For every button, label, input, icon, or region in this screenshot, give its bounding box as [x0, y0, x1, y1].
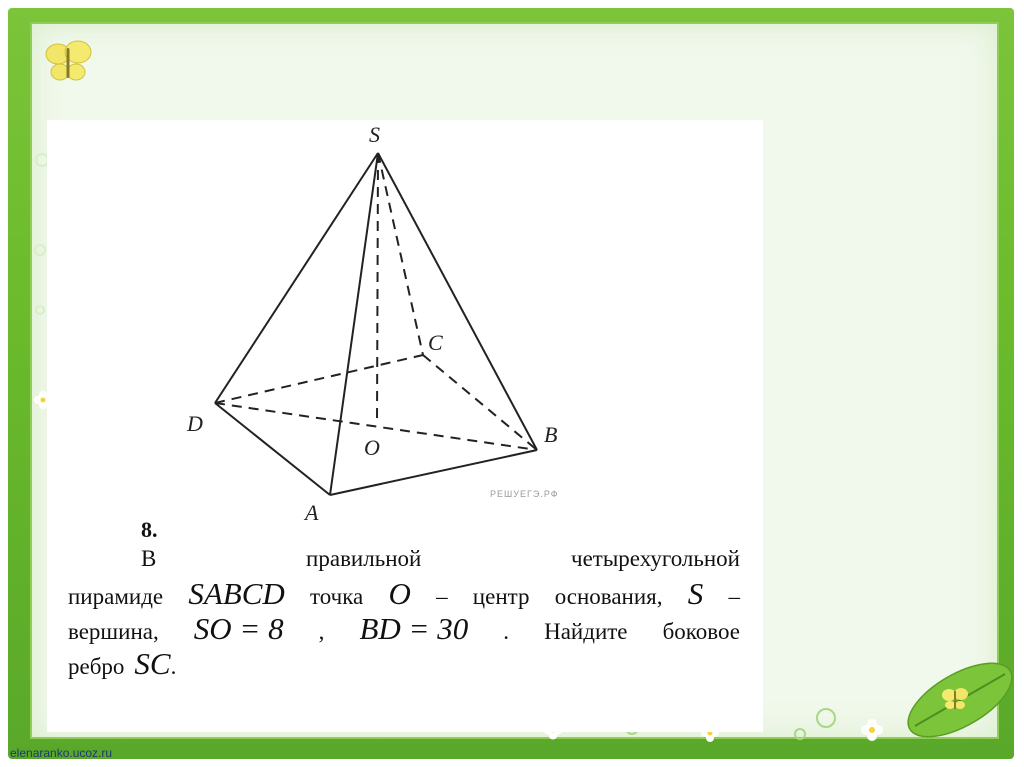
- word: боковое: [662, 619, 740, 644]
- label-a: A: [305, 500, 319, 520]
- math-o: O: [388, 576, 411, 611]
- edge-sd: [215, 153, 378, 403]
- label-o: O: [364, 435, 380, 460]
- math-s: S: [687, 576, 704, 611]
- label-c: C: [428, 330, 443, 355]
- edge-da: [215, 403, 330, 495]
- height-so: [377, 153, 378, 423]
- edge-dc: [215, 355, 423, 403]
- word: вершина,: [68, 619, 159, 644]
- problem-line-4: [68, 647, 740, 682]
- word: –: [436, 584, 448, 609]
- math-sc: SC: [134, 646, 171, 681]
- edge-sb: [378, 153, 537, 450]
- problem-line-3: [68, 612, 740, 647]
- word: основания,: [554, 584, 663, 609]
- word: ребро: [68, 654, 125, 679]
- word: правильной: [306, 546, 422, 571]
- word: ,: [318, 619, 325, 644]
- site-credit[interactable]: elenaranko.ucoz.ru: [10, 746, 113, 760]
- label-d: D: [187, 411, 203, 436]
- label-s: S: [369, 122, 380, 147]
- problem-number: 8.: [141, 517, 158, 542]
- problem-text: [68, 518, 740, 682]
- word: четырехугольной: [571, 546, 740, 571]
- word: .: [170, 654, 177, 679]
- word: точка: [309, 584, 364, 609]
- problem-line-2: [68, 577, 740, 612]
- word: В: [141, 546, 157, 571]
- edge-sc: [378, 153, 423, 355]
- problem-line-1: [68, 542, 740, 577]
- word: –: [728, 584, 740, 609]
- word: .: [503, 619, 510, 644]
- problem-card: [47, 120, 763, 732]
- word: Найдите: [544, 619, 628, 644]
- word: пирамиде: [68, 584, 164, 609]
- math-sabcd: SABCD: [188, 576, 285, 611]
- word: центр: [472, 584, 530, 609]
- math-bd: BD = 30: [359, 611, 469, 646]
- pyramid-diagram: [47, 120, 763, 520]
- watermark: РЕШУЕГЭ.РФ: [490, 489, 559, 499]
- label-b: B: [544, 422, 558, 447]
- math-so: SO = 8: [193, 611, 284, 646]
